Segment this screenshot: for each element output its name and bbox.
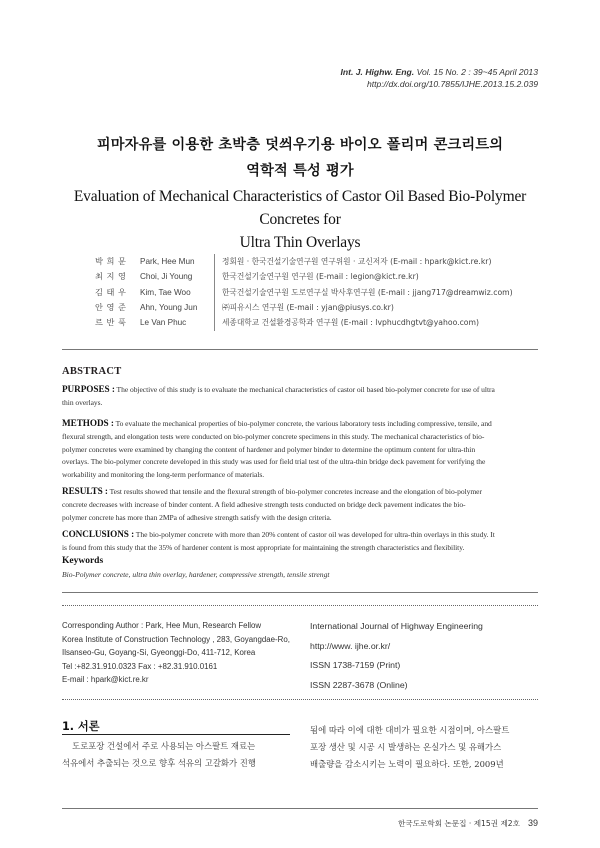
purposes-line: The objective of this study is to evaluate the mechanical characteristics of castor oil based bio-polymer concrete for use of ultra [114, 385, 495, 394]
body-line: 배출량을 감소시키는 노력이 필요하다. 또한, 2009년 [310, 759, 504, 769]
title-korean-line2: 역학적 특성 평가 [246, 163, 354, 179]
section-heading: 1. 서론 [62, 720, 100, 733]
journal-name: Int. J. Highw. Eng. [340, 67, 415, 77]
author-name-ko: 안 영 준 [95, 301, 127, 312]
corresponding-author-block [62, 619, 302, 687]
author-affiliation: 세종대학교 건설환경공학과 연구원 (E-mail : lvphucdhgtvt@yahoo.com) [222, 318, 480, 328]
author-row [0, 300, 600, 315]
abstract-top-rule [62, 349, 538, 350]
journal-info-name: International Journal of Highway Engineering [310, 621, 483, 631]
keywords-text: Bio-Polymer concrete, ultra thin overlay, hardener, compressive strength, tensile strengt [62, 570, 330, 579]
methods-line: workability and monitoring the long-term performance of materials. [62, 470, 265, 480]
author-affiliation: ㈜피유시스 연구원 (E-mail : yjan@piusys.co.kr) [222, 302, 394, 312]
body-line: 포장 생산 및 시공 시 발생하는 온실가스 및 유해가스 [310, 742, 502, 752]
purposes-label: PURPOSES : [62, 384, 115, 394]
methods-label: METHODS : [62, 418, 114, 428]
results-line: Test results showed that tensile and the flexural strength of bio-polymer concretes increase and the elongation of bio-polymer [107, 487, 482, 496]
author-name-en: Choi, Ji Young [140, 272, 193, 282]
section-heading-rule [62, 734, 290, 735]
footer-rule [62, 808, 538, 809]
conclusions-line: is found from this study that the 35% of hardener content is most appropriate for maintaining the strength characteristics and flexibility. [62, 542, 465, 552]
title-korean-line1: 피마자유를 이용한 초박층 덧씌우기용 바이오 폴리머 콘크리트의 [96, 137, 504, 153]
results-label: RESULTS : [62, 486, 108, 496]
purposes-line: thin overlays. [62, 397, 103, 407]
corresponding-line: Ilsanseo-Gu, Goyang-Si, Gyeonggi-Do, 411-712, Korea [62, 648, 256, 658]
page-number: 39 [527, 818, 538, 828]
journal-info-issn-print: ISSN 1738-7159 (Print) [310, 660, 401, 670]
conclusions-label: CONCLUSIONS : [62, 529, 135, 539]
author-affiliation: 한국건설기술연구원 도로연구실 박사후연구원 (E-mail : jjang717@dreamwiz.com) [222, 287, 513, 297]
page-footer [398, 818, 538, 829]
journal-doi[interactable]: http://dx.doi.org/10.7855/IJHE.2013.15.2.039 [366, 79, 538, 89]
author-row [0, 254, 600, 269]
title-english-line1: Evaluation of Mechanical Characteristics of Castor Oil Based Bio-Polymer Concretes for [73, 188, 527, 228]
author-name-ko: 김 태 우 [95, 286, 127, 297]
abstract-purposes [62, 383, 540, 410]
corresponding-line: Korea Institute of Construction Technology , 283, Goyangdae-Ro, [62, 634, 290, 644]
methods-line: polymer concretes were examined by changing the content of hardener and polymer binder to determine the optimum content for ultra-thin [62, 444, 476, 454]
conclusions-line: The bio-polymer concrete with more than 20% content of castor oil was developed for ultra-thin overlays in this study. It [134, 530, 495, 539]
title-english [50, 185, 550, 254]
body-line: 됨에 따라 이에 대한 대비가 필요한 시점이며, 아스팔트 [310, 725, 510, 735]
abstract-conclusions [62, 528, 540, 555]
corresponding-line: Tel :+82.31.910.0323 Fax : +82.31.910.0161 [62, 661, 218, 671]
author-name-en: Le Van Phuc [140, 318, 187, 328]
abstract-methods [62, 417, 540, 482]
journal-header [340, 66, 538, 90]
abstract-heading: ABSTRACT [62, 366, 122, 377]
author-name-en: Ahn, Young Jun [140, 302, 198, 312]
author-affiliation: 정회원 · 한국건설기술연구원 연구위원 · 교신저자 (E-mail : hpark@kict.re.kr) [222, 257, 492, 266]
abstract-results [62, 485, 540, 524]
body-line: 석유에서 추출되는 것으로 향후 석유의 고갈화가 진행 [62, 758, 256, 768]
author-name-ko: 최 지 영 [95, 271, 127, 282]
journal-issue: Vol. 15 No. 2 : 39~45 April 2013 [416, 67, 538, 77]
journal-info-issn-online: ISSN 2287-3678 (Online) [310, 679, 408, 690]
body-line: 도로포장 건설에서 주로 사용되는 아스팔트 재료는 [72, 741, 256, 751]
journal-info-block [310, 617, 550, 695]
dotted-rule-bottom [62, 699, 538, 700]
body-column-right [310, 722, 540, 773]
results-line: concrete decreases with increase of binder content. A field adhesive strength tests conducted on bridge deck pavement indicates the bio- [62, 499, 466, 509]
author-name-ko: 르 반 푹 [95, 317, 127, 328]
title-english-line2: Ultra Thin Overlays [239, 234, 361, 251]
keywords-heading: Keywords [62, 556, 104, 566]
results-line: polymer concrete has more than 2MPa of adhesive strength satisfy with the design criteria. [62, 512, 332, 522]
methods-line: overlays. The bio-polymer concrete developed in this study was used for field trial test of the ultra-thin bridge deck pavement for verifying the [62, 457, 486, 467]
corresponding-email: E-mail : hpark@kict.re.kr [62, 675, 149, 685]
journal-info-url[interactable]: http://www. ijhe.or.kr/ [310, 640, 391, 651]
author-name-en: Kim, Tae Woo [140, 287, 191, 297]
author-row [0, 285, 600, 300]
body-column-left [62, 738, 292, 772]
methods-line: flexural strength, and elongation tests were conducted on bio-polymer concrete specimens in this study. The mechanical characteristics of bio- [62, 431, 485, 441]
methods-line: To evaluate the mechanical properties of bio-polymer concrete, the various laboratory tests including compressive, tensile, and [113, 419, 492, 428]
author-name-ko: 박 희 문 [95, 256, 127, 266]
footer-journal-text: 한국도로학회 논문집 · 제15권 제2호 [398, 819, 520, 828]
author-affiliation: 한국건설기술연구원 연구원 (E-mail : legion@kict.re.kr) [222, 272, 419, 282]
author-list [0, 254, 600, 330]
author-row [0, 315, 600, 330]
author-name-en: Park, Hee Mun [140, 257, 195, 266]
author-row [0, 269, 600, 284]
author-divider [214, 254, 215, 331]
abstract-bottom-rule [62, 592, 538, 593]
corresponding-line: Corresponding Author : Park, Hee Mun, Research Fellow [62, 621, 262, 630]
dotted-rule-top [62, 605, 538, 606]
